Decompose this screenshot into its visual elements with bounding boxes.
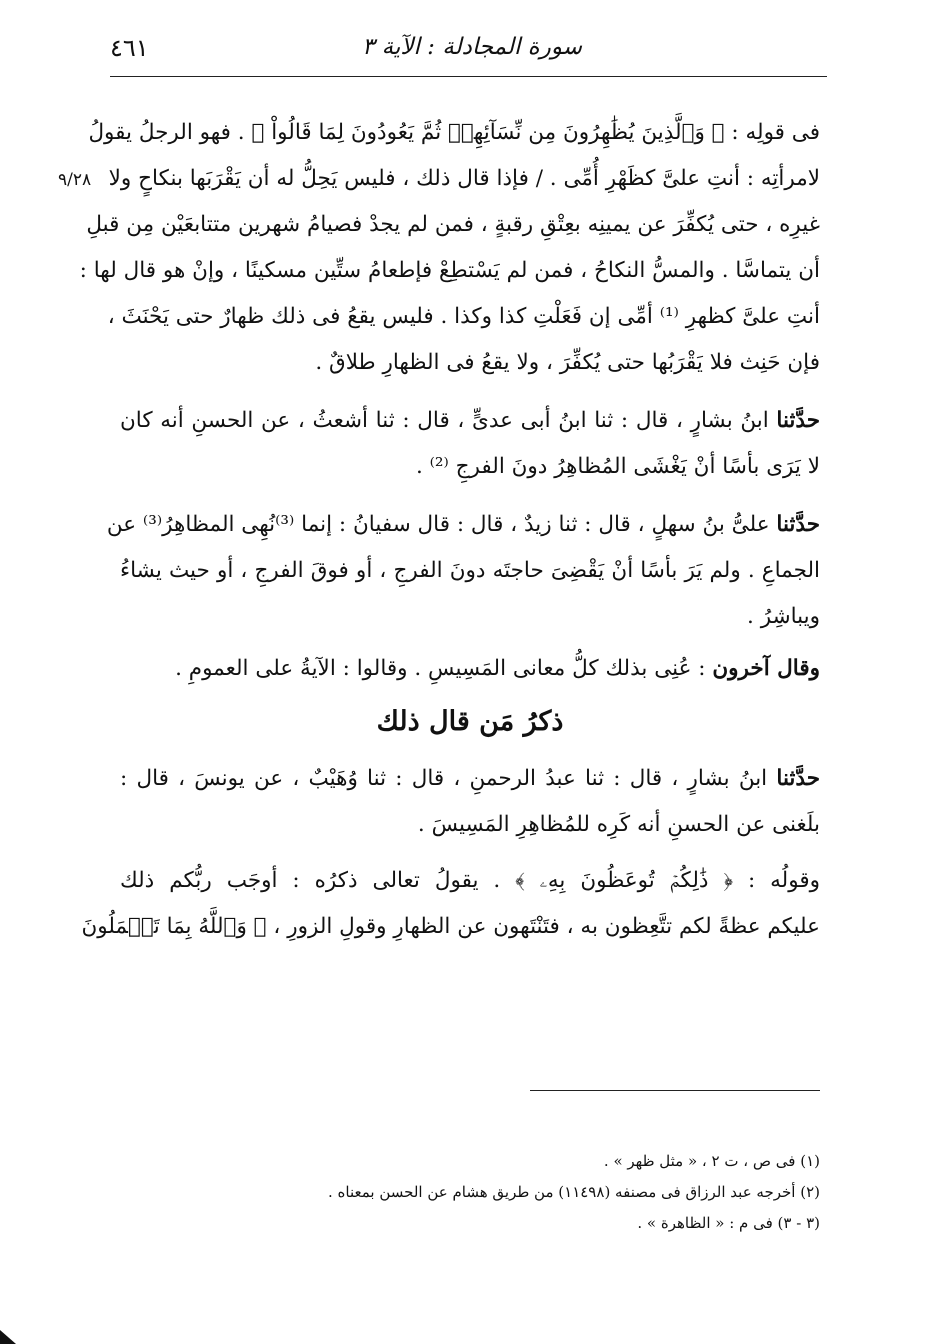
text-line: فإن حَنِث فلا يَقْرَبُها حتى يُكفِّرَ ، ولا يقعُ فى الظهارِ طلاقٌ .	[315, 350, 820, 375]
text-line: غيرِه ، حتى يُكفِّرَ عن يمينِه بعِتْقِ رقبةٍ ، فمن لم يجدْ فصيامُ شهرين متتابعَيْن مِن قبلِ	[86, 212, 820, 237]
header-rule	[110, 76, 827, 77]
narration-lead: وقال آخرون	[712, 656, 820, 681]
paragraph-verse-continuation	[81, 858, 820, 950]
text-line: بلَغنى عن الحسنِ أنه كَرِه للمُظاهِرِ المَسِيسَ .	[417, 812, 820, 837]
running-title: سورة المجادلة : الآية ٣	[361, 34, 582, 60]
footnote: (٢) أخرجه عبد الرزاق فى مصنفه (١١٤٩٨) من طريق هشام عن الحسن بمعناه .	[328, 1183, 820, 1201]
narration-lead: حدَّثنا	[776, 766, 820, 791]
page-number: ٤٦١	[110, 34, 149, 62]
text-line: أنتِ علىَّ كظهرِ ⁽¹⁾ أمِّى إن فَعَلْتِ كذا وكذا . فليس يقعُ فى ذلك ظهارٌ حتى يَحْنَثَ ،	[107, 304, 820, 329]
paragraph-verse-explanation	[79, 110, 820, 386]
section-heading: ذكرُ مَن قال ذلك	[376, 706, 564, 737]
narration-lead: حدَّثنا	[776, 408, 820, 433]
page-edge-mark	[0, 1330, 16, 1344]
text-line: أن يتماسَّا . والمسُّ النكاحُ ، فمن لم يَسْتطِعْ فإطعامُ ستِّين مسكينًا ، وإنْ هو قال لها :	[79, 258, 820, 283]
footnotes	[120, 1146, 820, 1239]
paragraph-hadith-2	[106, 502, 820, 640]
page-header	[110, 34, 832, 74]
text-line: حدَّثنا ابنُ بشارٍ ، قال : ثنا ابنُ أبى عدىٍّ ، قال : ثنا أشعثُ ، عن الحسنِ أنه كان	[120, 408, 820, 433]
paragraph-other-opinion	[120, 646, 820, 692]
body-text	[79, 110, 820, 950]
text-line: لامرأتِه : أنتِ علىَّ كظَهْرِ أُمِّى . / فإذا قال ذلك ، فليس يَحِلُّ له أن يَقْرَبَها بنكاحٍ ولا	[108, 166, 820, 191]
footnote: (١) فى ص ، ت ٢ ، « مثل ظهر » .	[603, 1152, 820, 1170]
text-line: ويباشِرُ .	[747, 604, 820, 629]
paragraph-hadith-1	[120, 398, 820, 490]
text-line: وقولُه : ﴿ ذَٰلِكُمۡ تُوعَظُونَ بِهِۦ ﴾ . يقولُ تعالى ذكرُه : أوجَب ربُّكم ذلك	[120, 868, 820, 893]
text-line: الجماعِ . ولم يَرَ بأسًا أنْ يَقْضِىَ حاجتَه دونَ الفرجِ ، أو فوقَ الفرجِ ، أو حيث يشاءُ	[120, 558, 820, 583]
text-line: حدَّثنا علىُّ بنُ سهلٍ ، قال : ثنا زيدٌ ، قال : قال سفيانُ : إنما ⁽³⁾نُهِى المظاهِرُ⁽³⁾ عن	[106, 512, 820, 537]
text-line: عليكم عظةً لكم تتَّعِظون به ، فتَنْتَهون عن الظهارِ وقولِ الزورِ ، ﴿ وَٱللَّهُ بِمَا تَعۡمَلُونَ	[81, 914, 820, 939]
text-line: وقال آخرون : عُنِى بذلك كلُّ معانى المَسِيسِ . وقالوا : الآيةُ على العمومِ .	[175, 656, 820, 681]
margin-note: ٩/٢٨	[58, 170, 92, 190]
narration-lead: حدَّثنا	[776, 512, 820, 537]
text-line: حدَّثنا ابنُ بشارٍ ، قال : ثنا عبدُ الرحمنِ ، قال : ثنا وُهَيْبٌ ، عن يونسَ ، قال :	[120, 766, 820, 791]
paragraph-hadith-3	[120, 756, 820, 848]
footnote: (٣ - ٣) فى م : « الظاهرة » .	[637, 1214, 820, 1232]
text-line: لا يَرَى بأسًا أنْ يَغْشَى المُظاهِرُ دونَ الفرجِ ⁽²⁾ .	[415, 454, 820, 479]
text-line: فى قولِه : ﴿ وَٱلَّذِينَ يُظَٰهِرُونَ مِن نِّسَآئِهِمۡ ثُمَّ يَعُودُونَ لِمَا قَالُواْ ﴾ . فهو الرجلُ يقولُ	[88, 120, 820, 145]
footnote-rule	[530, 1090, 820, 1091]
